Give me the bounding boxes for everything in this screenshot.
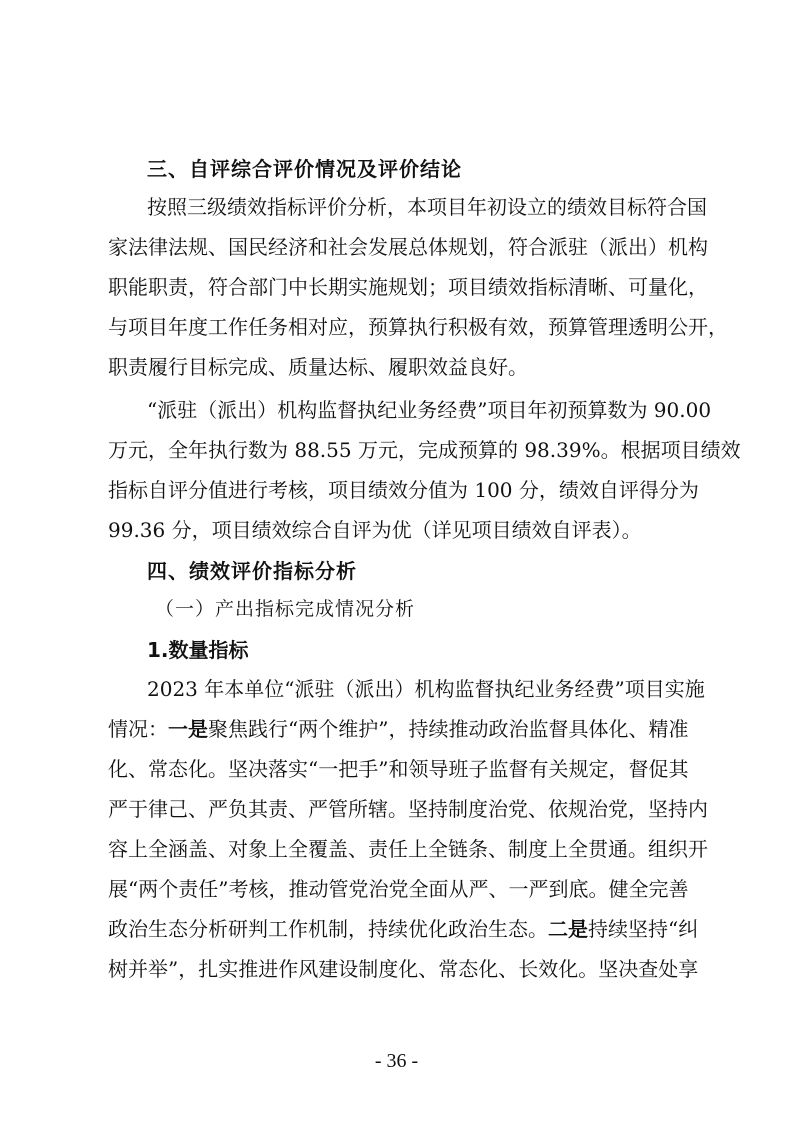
section-3-heading: 三、自评综合评价情况及评价结论 [147,157,462,181]
section-3-paragraph-2-line-3: 指标自评分值进行考核，项目绩效分值为 100 分，绩效自评得分为 [108,478,699,502]
section-4-paragraph-line-7 [108,917,699,941]
line-2-suffix: 聚焦践行“两个维护”，持续推动政治监督具体化、精准 [208,717,689,741]
section-4-paragraph-line-6: 展“两个责任”考核，推动管党治党全面从严、一严到底。健全完善 [108,877,689,901]
first-point-marker: 一是 [168,717,208,741]
section-3-paragraph-2-line-4: 99.36 分，项目绩效综合自评为优（详见项目绩效自评表）。 [108,518,642,542]
line-7-prefix: 政治生态分析研判工作机制，持续优化政治生态。 [108,917,548,941]
section-4-paragraph-line-3: 化、常态化。坚决落实“一把手”和领导班子监督有关规定，督促其 [108,757,689,781]
section-4-paragraph-line-2 [108,717,689,741]
section-4-paragraph-line-1: 2023 年本单位“派驻（派出）机构监督执纪业务经费”项目实施 [147,677,705,701]
section-4-paragraph-line-4: 严于律己、严负其责、严管所辖。坚持制度治党、依规治党，坚持内 [108,797,708,821]
section-4-paragraph-line-8: 树并举”，扎实推进作风建设制度化、常态化、长效化。坚决查处享 [108,957,699,981]
section-4-paragraph-line-5: 容上全涵盖、对象上全覆盖、责任上全链条、制度上全贯通。组织开 [108,837,708,861]
line-2-prefix: 情况： [108,717,168,741]
section-3-paragraph-1-line-3: 职能职责，符合部门中长期实施规划；项目绩效指标清晰、可量化， [108,275,708,299]
section-3-paragraph-1-line-1: 按照三级绩效指标评价分析，本项目年初设立的绩效目标符合国 [147,195,707,219]
section-3-paragraph-1-line-4: 与项目年度工作任务相对应，预算执行积极有效，预算管理透明公开， [108,315,728,339]
section-4-heading: 四、绩效评价指标分析 [147,559,357,583]
section-3-paragraph-2-line-1: “派驻（派出）机构监督执纪业务经费”项目年初预算数为 90.00 [147,398,712,422]
page-number: - 36 - [374,1050,419,1072]
quantity-indicator-heading: 1.数量指标 [147,638,249,662]
section-3-paragraph-1-line-5: 职责履行目标完成、质量达标、履职效益良好。 [108,355,528,379]
second-point-marker: 二是 [548,917,588,941]
section-3-paragraph-2-line-2: 万元，全年执行数为 88.55 万元，完成预算的 98.39%。根据项目绩效 [108,438,741,462]
line-7-suffix: 持续坚持“纠 [588,917,699,941]
subsection-1-heading: （一）产出指标完成情况分析 [155,598,416,620]
section-3-paragraph-1-line-2: 家法律法规、国民经济和社会发展总体规划，符合派驻（派出）机构 [108,235,708,259]
